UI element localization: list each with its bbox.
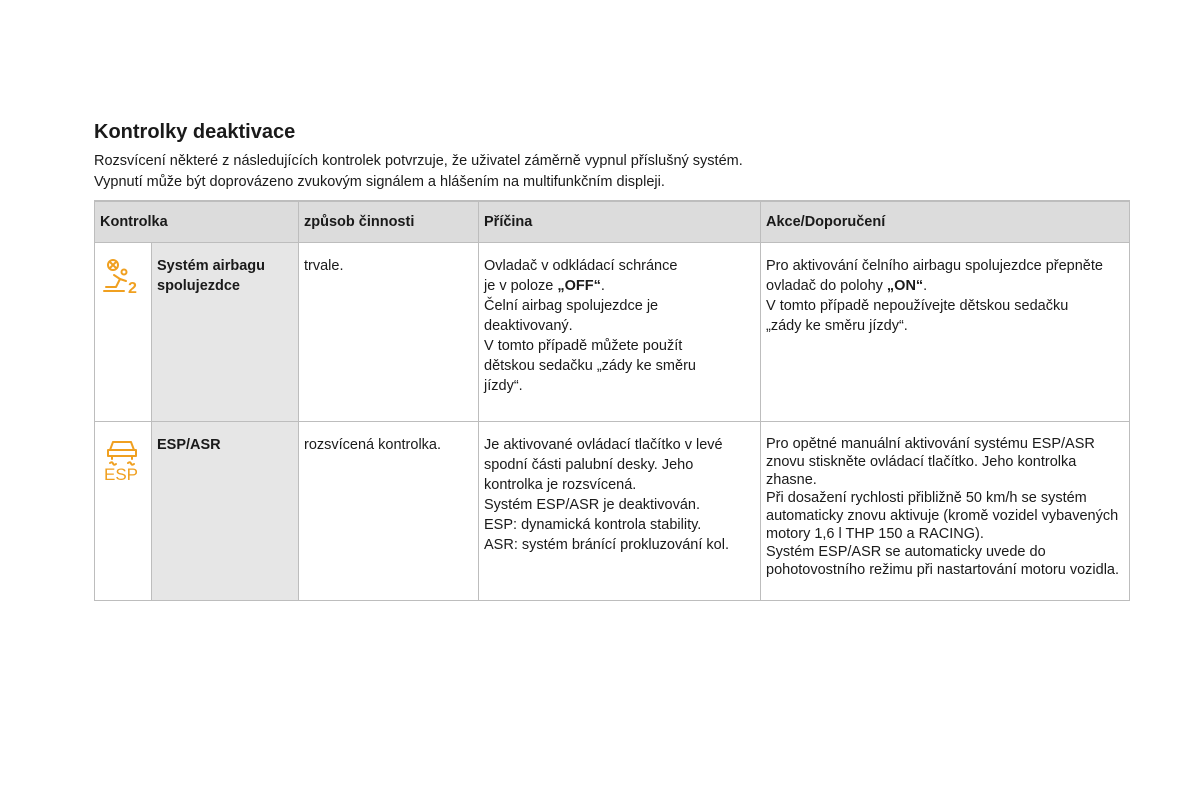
action-cell: [761, 243, 1130, 422]
cause-line: Systém ESP/ASR je deaktivován.: [484, 497, 700, 513]
header-action: Akce/Doporučení: [761, 201, 1130, 243]
action-line: motory 1,6 l THP 150 a RACING).: [766, 526, 984, 542]
action-line: Pro opětné manuální aktivování systému ESP/ASR: [766, 436, 1095, 452]
action-cell: [761, 422, 1130, 601]
light-name: spolujezdce: [157, 278, 240, 294]
passenger-airbag-off-icon: [102, 257, 142, 301]
mode-cell: [299, 243, 479, 422]
light-name-cell: [152, 422, 299, 601]
action-line: Pro aktivování čelního airbagu spolujezdce přepněte: [766, 258, 1103, 274]
mode-text: rozsvícená kontrolka.: [304, 437, 442, 453]
icon-cell: [95, 422, 152, 601]
off-position-label: „OFF“: [557, 278, 601, 294]
header-cause: Příčina: [479, 201, 761, 243]
action-line: V tomto případě nepoužívejte dětskou sedačku: [766, 298, 1069, 314]
cause-line: Ovladač v odkládací schránce: [484, 258, 678, 274]
table-row: [95, 243, 1130, 422]
cause-line: ESP: dynamická kontrola stability.: [484, 517, 702, 533]
table-header-row: [95, 201, 1130, 243]
action-line: automaticky znovu aktivuje (kromě vozidel vybavených: [766, 508, 1119, 524]
cause-line: ASR: systém bránící prokluzování kol.: [484, 537, 729, 553]
svg-text:2: 2: [128, 280, 137, 297]
action-line: znovu stiskněte ovládací tlačítko. Jeho kontrolka: [766, 454, 1077, 470]
light-name: Systém airbagu: [157, 258, 265, 274]
cause-line: dětskou sedačku „zády ke směru: [484, 358, 696, 374]
light-name: ESP/ASR: [157, 437, 221, 453]
cause-text: .: [600, 278, 605, 294]
action-text: ovladač do polohy: [766, 278, 887, 294]
action-line: Při dosažení rychlosti přibližně 50 km/h se systém: [766, 490, 1087, 506]
cause-line: Je aktivované ovládací tlačítko v levé: [484, 437, 723, 453]
esp-off-icon: [102, 436, 142, 486]
action-line: [766, 276, 1125, 296]
cause-line: deaktivovaný.: [484, 318, 573, 334]
action-line: „zády ke směru jízdy“.: [766, 318, 908, 334]
action-line: pohotovostního režimu při nastartování motoru vozidla.: [766, 562, 1120, 578]
cause-line: Čelní airbag spolujezdce je: [484, 298, 659, 314]
header-mode: způsob činnosti: [299, 201, 479, 243]
cause-line: jízdy“.: [484, 378, 523, 394]
esp-icon-label: ESP: [104, 465, 139, 482]
cause-cell: [479, 422, 761, 601]
cause-text: je v poloze: [484, 278, 558, 294]
icon-cell: [95, 243, 152, 422]
cause-line: V tomto případě můžete použít: [484, 338, 683, 354]
intro-line: Rozsvícení některé z následujících kontrolek potvrzuje, že uživatel záměrně vypnul příslušný systém.: [94, 153, 743, 169]
mode-cell: [299, 422, 479, 601]
light-name-cell: [152, 243, 299, 422]
table-row: [95, 422, 1130, 601]
page-title: Kontrolky deaktivace: [94, 121, 296, 143]
action-line: zhasne.: [766, 472, 817, 488]
cause-line: [484, 276, 756, 296]
cause-cell: [479, 243, 761, 422]
action-line: Systém ESP/ASR se automaticky uvede do: [766, 544, 1046, 560]
warning-lights-table: [94, 200, 1130, 601]
on-position-label: „ON“: [886, 278, 924, 294]
cause-line: spodní části palubní desky. Jeho: [484, 457, 694, 473]
mode-text: trvale.: [304, 258, 344, 274]
intro-text: [94, 151, 743, 193]
intro-line: Vypnutí může být doprovázeno zvukovým signálem a hlášením na multifunkčním displeji.: [94, 174, 665, 190]
header-kontrolka: Kontrolka: [95, 201, 299, 243]
cause-line: kontrolka je rozsvícená.: [484, 477, 637, 493]
action-text: .: [923, 278, 928, 294]
